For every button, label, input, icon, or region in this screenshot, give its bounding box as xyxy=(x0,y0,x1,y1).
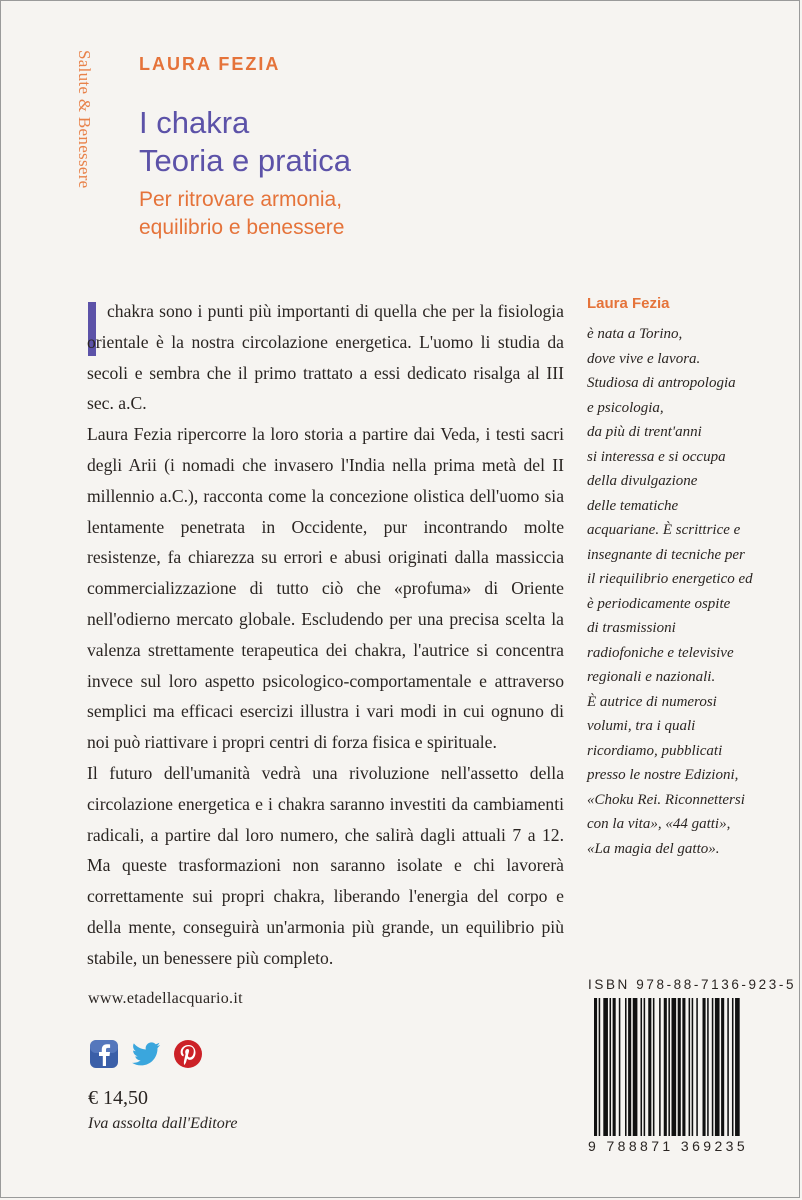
vat-note: Iva assolta dall'Editore xyxy=(88,1115,238,1132)
social-icons xyxy=(88,1038,204,1070)
bio-line: «La magia del gatto». xyxy=(587,840,720,857)
blurb xyxy=(87,296,564,974)
bio-line: insegnante di tecniche per xyxy=(587,546,745,563)
barcode-digits: 9 788871 369235 xyxy=(588,1138,748,1154)
website-link[interactable]: www.etadellacquario.it xyxy=(88,990,243,1007)
subtitle-line-2: equilibrio e benessere xyxy=(139,216,345,239)
blurb-paragraph-2: Laura Fezia ripercorre la loro storia a partire dai Veda, i testi sacri degli Arii (i nomadi che invasero l'India nella prima metà del II millennio a.C.), racconta come la concezione olistica dell'uomo sia lentamente penetrata in Occidente, pur incontrando molte resistenze, fa chiarezza su errori e abusi originati dalla massiccia commercializzazione di tutto ciò che «profuma» di Oriente nell'odierno mercato globale. Escludendo per una precisa scelta la valenza strettamente terapeutica dei chakra, l'autrice si concentra invece sul loro aspetto psicologico-comportamentale e attraverso semplici ma efficaci esercizi illustra i vari modi in cui ognuno di noi può riattivare i propri centri di forza fisica e spirituale. xyxy=(87,424,564,753)
bio-line: si interessa e si occupa xyxy=(587,448,726,465)
facebook-icon[interactable] xyxy=(88,1038,120,1070)
book-title xyxy=(139,104,351,180)
bio-line: di trasmissioni xyxy=(587,620,676,636)
price: € 14,50 xyxy=(88,1087,148,1109)
blurb-paragraph-3: Il futuro dell'umanità vedrà una rivoluzione nell'assetto della circolazione energetica e i chakra saranno investiti da cambiamenti radicali, a partire dal loro numero, che salirà dagli attuali 7 a 12. Ma queste trasformazioni non saranno isolate e chi lavorerà correttamente sui propri chakra, liberando l'energia del corpo e della mente, conseguirà un'armonia più grande, un equilibrio più stabile, un benessere più completo. xyxy=(87,762,564,968)
bio-line: dove vive e lavora. xyxy=(587,350,701,367)
bio-line: radiofoniche e televisive xyxy=(587,644,734,661)
title-line-2: Teoria e pratica xyxy=(139,143,351,178)
pinterest-icon[interactable] xyxy=(172,1038,204,1070)
isbn-label: ISBN 978-88-7136-923-5 xyxy=(588,977,797,992)
series-name: Salute & Benessere xyxy=(75,50,94,189)
series-label xyxy=(72,50,94,240)
bio-line: da più di trent'anni xyxy=(587,424,702,440)
bio-line: e psicologia, xyxy=(587,399,664,416)
bio-line: della divulgazione xyxy=(587,473,698,489)
barcode xyxy=(594,998,790,1136)
bio-line: volumi, tra i quali xyxy=(587,718,696,734)
bio-line: presso le nostre Edizioni, xyxy=(587,767,739,783)
author-bio xyxy=(587,322,797,861)
twitter-icon[interactable] xyxy=(130,1038,162,1070)
author-name: LAURA FEZIA xyxy=(139,54,281,74)
book-subtitle xyxy=(139,186,344,242)
bio-line: il riequilibrio energetico ed xyxy=(587,571,753,587)
blurb-paragraph-1: chakra sono i punti più importanti di quella che per la fisiologia orientale è la nostra circolazione energetica. L'uomo li studia da secoli e sembra che il primo trattato a essi dedicato risalga al III sec. a.C. xyxy=(87,301,564,414)
bio-line: ricordiamo, pubblicati xyxy=(587,742,723,759)
bio-line: acquariane. È scrittrice e xyxy=(587,522,741,538)
bio-line: con la vita», «44 gatti», xyxy=(587,816,731,832)
bio-line: Studiosa di antropologia xyxy=(587,375,736,391)
bio-line: è periodicamente ospite xyxy=(587,595,731,612)
bio-line: delle tematiche xyxy=(587,497,679,514)
bio-author-name: Laura Fezia xyxy=(587,295,670,312)
bio-line: è nata a Torino, xyxy=(587,326,683,342)
bio-line: regionali e nazionali. xyxy=(587,669,716,685)
subtitle-line-1: Per ritrovare armonia, xyxy=(139,188,343,211)
bio-line: È autrice di numerosi xyxy=(587,693,717,710)
bio-line: «Choku Rei. Riconnettersi xyxy=(587,791,745,808)
title-line-1: I chakra xyxy=(139,105,250,140)
